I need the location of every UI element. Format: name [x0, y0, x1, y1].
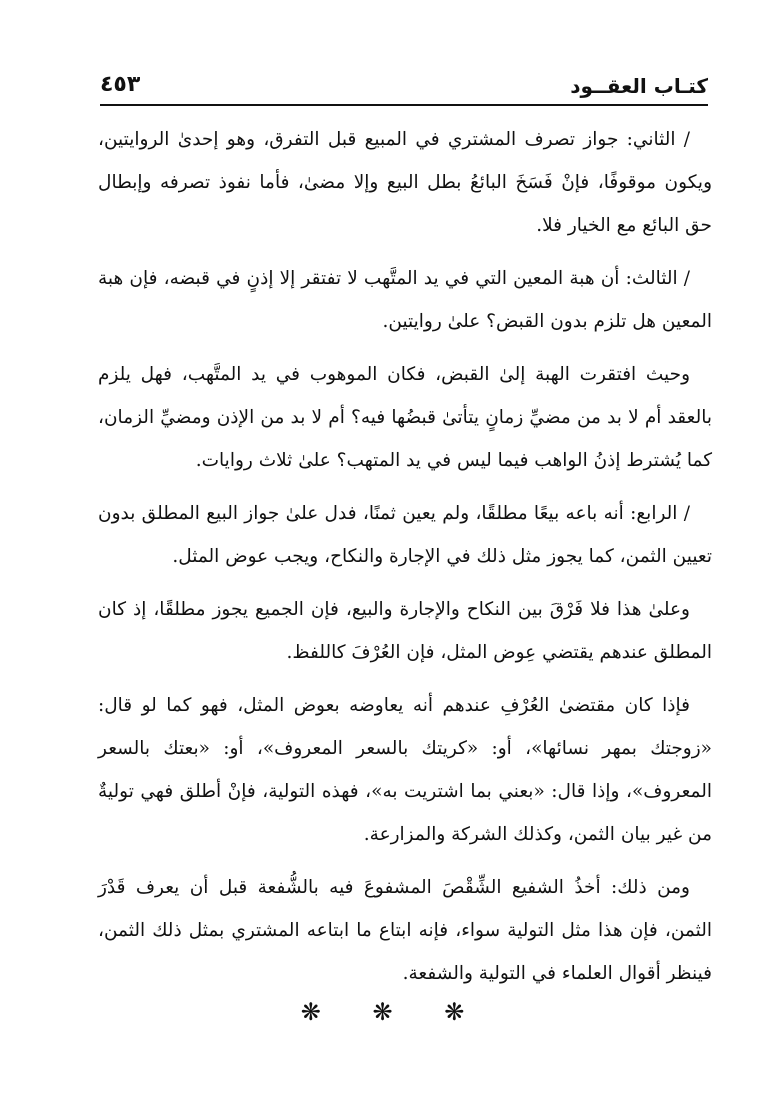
- page-number: ٤٥٣: [100, 72, 141, 97]
- asterism-ornament: ❋: [444, 998, 465, 1026]
- paragraph-no-difference: وعلىٰ هذا فلا فَرْقَ بين النكاح والإجارة والبيع، فإن الجميع يجوز مطلقًا، إذ كان المطلق عندهم يقتضي عِوض المثل، فإن العُرْفَ كاللفظ.: [98, 599, 712, 663]
- paragraph-gift-possession: وحيث افتقرت الهبة إلىٰ القبض، فكان الموهوب في يد المتَّهب، فهل يلزم بالعقد أم لا بد من مضيِّ زمانٍ يتأتىٰ قبضُها فيه؟ أم لا بد من الإذن ومضيِّ الزمان، كما يُشترط إذنُ الواهب فيما ليس في يد المتهب؟ علىٰ ثلاث روايات.: [98, 364, 712, 471]
- paragraph-second-point: / الثاني: جواز تصرف المشتري في المبيع قبل التفرق، وهو إحدىٰ الروايتين، ويكون موقوفًا، فإنْ فَسَخَ البائعُ بطل البيع وإلا مضىٰ، فأما نفوذ تصرفه وإبطال حق البائع مع الخيار فلا.: [98, 129, 712, 236]
- body-text: [98, 118, 712, 1005]
- running-header: [100, 68, 708, 106]
- asterism-ornament: ❋: [300, 998, 321, 1026]
- paragraph-custom: فإذا كان مقتضىٰ العُرْفِ عندهم أنه يعاوضه بعوض المثل، فهو كما لو قال: «زوجتك بمهر نسائها»، أو: «كريتك بالسعر المعروف»، أو: «بعتك بالسعر المعروف»، وإذا قال: «بعني بما اشتريت به»، فهذه التولية، فإنْ أطلق فهي توليةٌ من غير بيان الثمن، وكذلك الشركة والمزارعة.: [98, 695, 712, 845]
- paragraph-preemption: ومن ذلك: أخذُ الشفيع الشِّقْصَ المشفوعَ فيه بالشُّفعة قبل أن يعرف قَدْرَ الثمن، فإن هذا مثل التولية سواء، فإنه ابتاع ما ابتاعه المشتري بمثل ذلك الثمن، فينظر أقوال العلماء في التولية والشفعة.: [98, 877, 712, 984]
- section-end-ornaments: [0, 998, 765, 1026]
- asterism-ornament: ❋: [372, 998, 393, 1026]
- paragraph-fourth-point: / الرابع: أنه باعه بيعًا مطلقًا، ولم يعين ثمنًا، فدل علىٰ جواز البيع المطلق بدون تعيين الثمن، كما يجوز مثل ذلك في الإجارة والنكاح، ويجب عوض المثل.: [98, 503, 712, 567]
- book-title: كتـاب العقــود: [570, 74, 708, 98]
- paragraph-third-point: / الثالث: أن هبة المعين التي في يد المتَّهب لا تفتقر إلا إذنٍ في قبضه، فإن هبة المعين هل تلزم بدون القبض؟ علىٰ روايتين.: [98, 268, 712, 332]
